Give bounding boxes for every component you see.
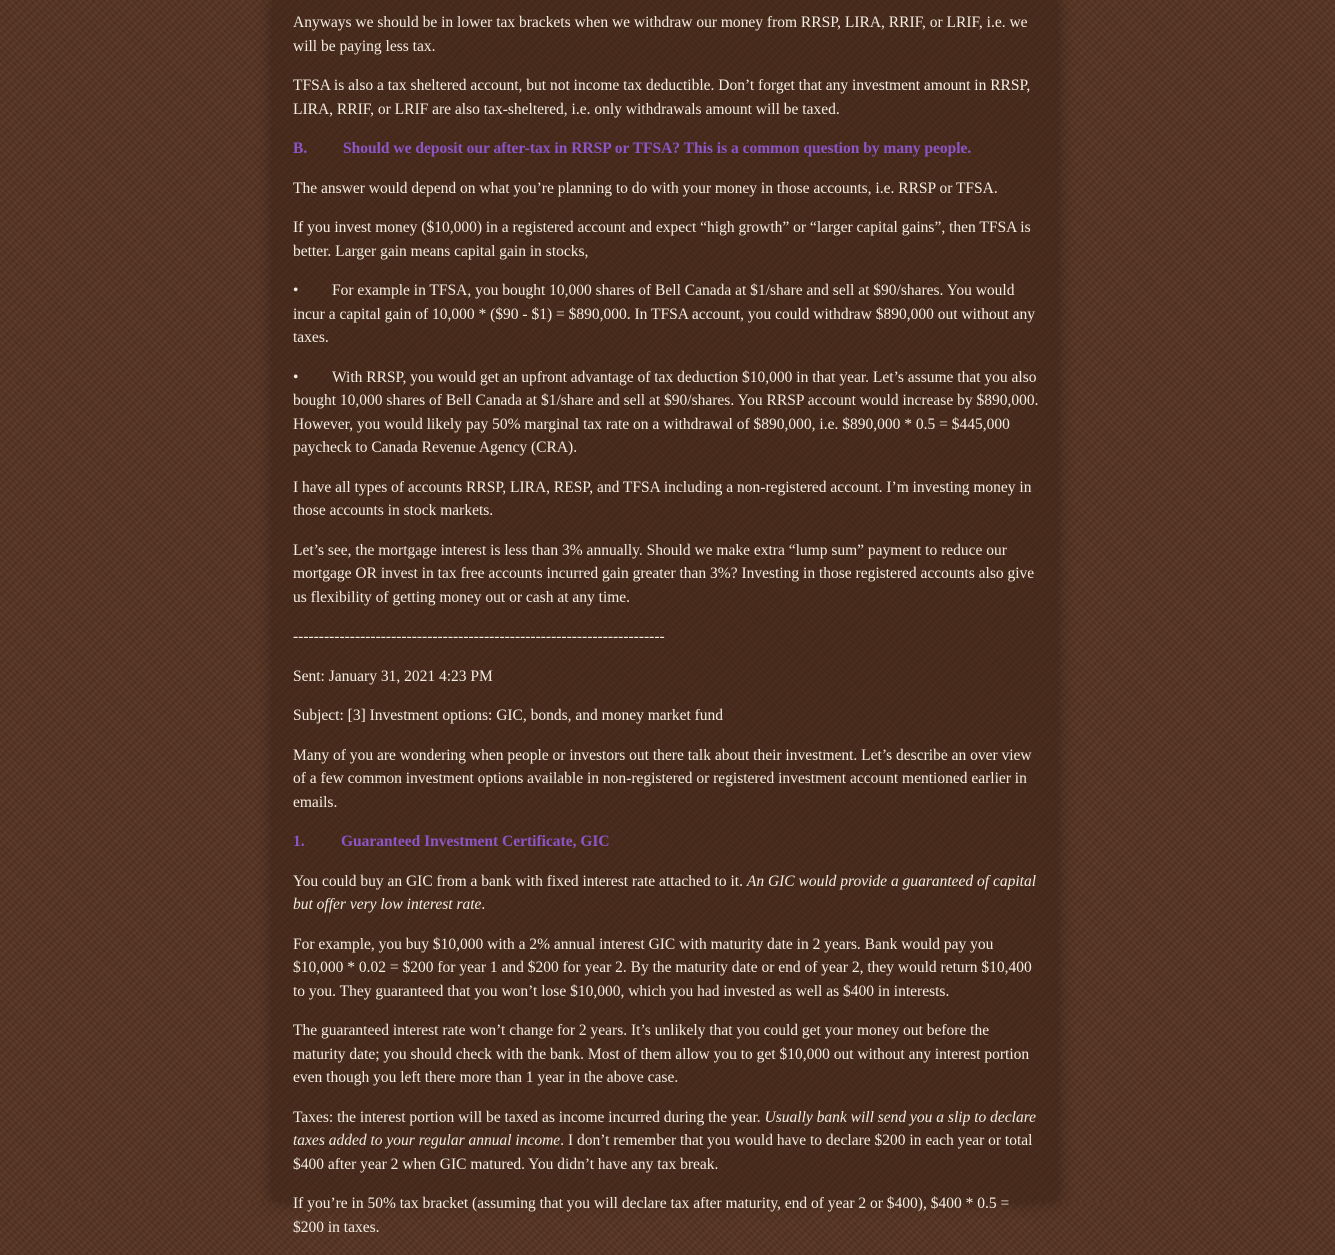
heading-text: Should we deposit our after-tax in RRSP or TFSA? This is a common question by many people. — [343, 140, 972, 157]
bullet-marker: • — [293, 368, 299, 386]
paragraph: Let’s see, the mortgage interest is less than 3% annually. Should we make extra “lump sum” payment to reduce our mortgage OR invest in tax free accounts incurred gain greater than 3%? Investing in those registered accounts also give us flexibility of getting money out or cash at any time. — [293, 541, 1035, 606]
paragraph: TFSA is also a tax sheltered account, but not income tax deductible. Don’t forget that any investment amount in RRSP, LIRA, RRIF, or LRIF are also tax-sheltered, i.e. only withdrawals amount will be taxed. — [293, 77, 1031, 118]
section-heading-1 — [293, 830, 1041, 854]
section-heading-b — [293, 137, 1041, 161]
paragraph — [293, 870, 1041, 917]
text-run: . I don’t remember that you would have to declare $200 in each year or total $400 after year 2 when GIC matured. You didn’t have any tax break. — [293, 1132, 1033, 1173]
paragraph: If you invest money ($10,000) in a registered account and expect “high growth” or “larger capital gains”, then TFSA is better. Larger gain means capital gain in stocks, — [293, 219, 1031, 260]
heading-text: Guaranteed Investment Certificate, GIC — [341, 833, 610, 850]
separator-line: ------------------------------------------------------------------------ — [293, 628, 665, 645]
paragraph: The answer would depend on what you’re planning to do with your money in those accounts, i.e. RRSP or TFSA. — [293, 179, 998, 197]
italic-text-run: An GIC would provide a guaranteed of capital but offer very low interest rate — [293, 872, 1037, 913]
text-run: Taxes: the interest portion will be taxed as income incurred during the year. — [293, 1108, 765, 1126]
italic-text-run: Usually bank will send you a slip to declare taxes added to your regular annual income — [293, 1108, 1037, 1149]
paragraph: Many of you are wondering when people or investors out there talk about their investment. Let’s describe an over view of a few common investment options available in non-registered or registered investment account mentioned earlier in emails. — [293, 746, 1032, 811]
paragraph: For example, you buy $10,000 with a 2% annual interest GIC with maturity date in 2 years. Bank would pay you $10,000 * 0.02 = $200 for year 1 and $200 for year 2. By the maturity date or end of year 2, they would return $10,400 to you. They guaranteed that you won’t lose $10,000, which you had invested as well as $400 in interests. — [293, 935, 1032, 1000]
text-run: You could buy an GIC from a bank with fixed interest rate attached to it. — [293, 872, 747, 890]
post-body — [293, 11, 1041, 1255]
heading-marker: B. — [293, 140, 308, 157]
paragraph: I have all types of accounts RRSP, LIRA, RESP, and TFSA including a non-registered account. I’m investing money in those accounts in stock markets. — [293, 478, 1032, 519]
bullet-item — [293, 279, 1041, 350]
paragraph — [293, 1106, 1041, 1177]
bullet-text: For example in TFSA, you bought 10,000 shares of Bell Canada at $1/share and sell at $90/shares. You would incur a capital gain of 10,000 * ($90 - $1) = $890,000. In TFSA account, you could withdraw $890,000 out without any taxes. — [293, 282, 1036, 346]
bullet-text: With RRSP, you would get an upfront advantage of tax deduction $10,000 in that year. Let’s assume that you also bought 10,000 shares of Bell Canada at $1/share and sell at $90/shares. You RRSP account would increase by $890,000. However, you would likely pay 50% marginal tax rate on a withdrawal of $890,000, i.e. $890,000 * 0.5 = $445,000 paycheck to Canada Revenue Agency (CRA). — [293, 368, 1039, 456]
text-run: . — [481, 896, 486, 913]
paragraph: The guaranteed interest rate won’t change for 2 years. It’s unlikely that you could get your money out before the maturity date; you should check with the bank. Most of them allow you to get $10,000 out without any interest portion even though you left there more than 1 year in the above case. — [293, 1022, 1030, 1086]
bullet-marker: • — [293, 282, 299, 299]
email-sent-date: Sent: January 31, 2021 4:23 PM — [293, 667, 493, 685]
heading-marker: 1. — [293, 833, 305, 850]
bullet-item — [293, 366, 1041, 460]
paragraph: Anyways we should be in lower tax brackets when we withdraw our money from RRSP, LIRA, RRIF, or LRIF, i.e. we will be paying less tax. — [293, 14, 1028, 55]
email-subject: Subject: [3] Investment options: GIC, bonds, and money market fund — [293, 707, 724, 724]
paragraph: If you’re in 50% tax bracket (assuming that you will declare tax after maturity, end of year 2 or $400), $400 * 0.5 = $200 in taxes. — [293, 1195, 1010, 1236]
